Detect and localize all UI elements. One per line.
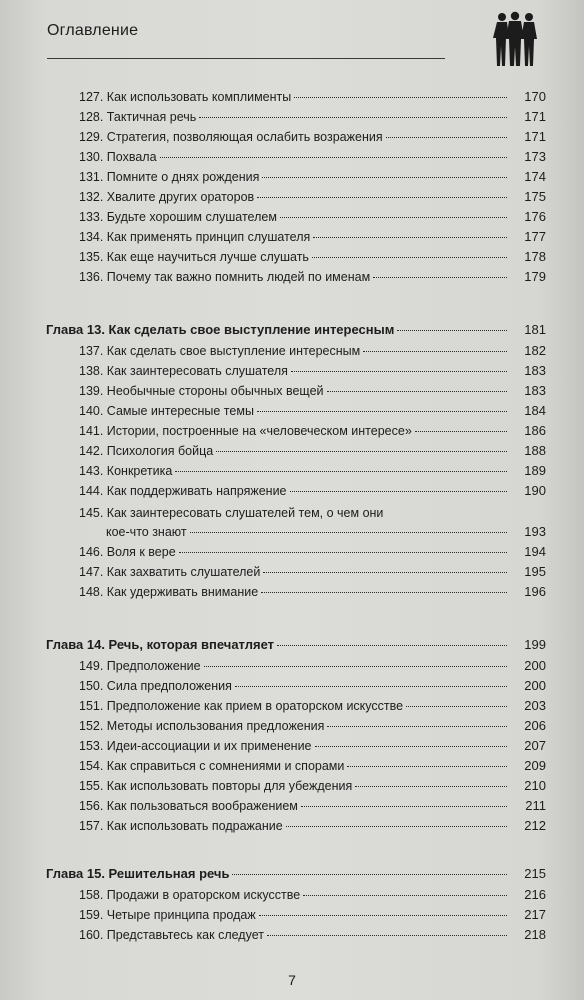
entry-page: 216 bbox=[524, 887, 546, 902]
toc-entry[interactable] bbox=[0, 189, 584, 209]
entry-page: 174 bbox=[524, 169, 546, 184]
toc-entry[interactable] bbox=[0, 927, 584, 947]
dot-leader bbox=[303, 895, 507, 896]
entry-label: 133. Будьте хорошим слушателем bbox=[79, 210, 277, 224]
entry-page: 176 bbox=[524, 209, 546, 224]
page-number: 7 bbox=[288, 972, 296, 988]
entry-label: 159. Четыре принципа продаж bbox=[79, 908, 256, 922]
dot-leader bbox=[291, 371, 507, 372]
dot-leader bbox=[301, 806, 507, 807]
entry-label: 127. Как использовать комплименты bbox=[79, 90, 292, 104]
entry-page: 170 bbox=[524, 89, 546, 104]
entry-page: 200 bbox=[524, 678, 546, 693]
toc-entry[interactable] bbox=[0, 718, 584, 738]
entry-label: 140. Самые интересные темы bbox=[79, 404, 254, 418]
running-header bbox=[47, 22, 447, 40]
dot-leader bbox=[327, 726, 507, 727]
toc-entry[interactable] bbox=[0, 738, 584, 758]
entry-label: 144. Как поддерживать напряжение bbox=[79, 484, 287, 498]
dot-leader bbox=[259, 915, 507, 916]
chapter-label: Глава 13. Как сделать свое выступление интересным bbox=[46, 322, 395, 337]
dot-leader bbox=[235, 686, 507, 687]
entry-label: 137. Как сделать свое выступление интересным bbox=[79, 344, 361, 358]
toc-entry[interactable] bbox=[0, 818, 584, 838]
entry-page: 188 bbox=[524, 443, 546, 458]
entry-label: 154. Как справиться с сомнениями и спорами bbox=[79, 759, 345, 773]
dot-leader bbox=[199, 117, 507, 118]
entry-label: 156. Как пользоваться воображением bbox=[79, 799, 298, 813]
toc-entry[interactable] bbox=[0, 887, 584, 907]
dot-leader bbox=[313, 237, 507, 238]
entry-page: 195 bbox=[524, 564, 546, 579]
toc-entry[interactable] bbox=[0, 269, 584, 289]
toc-entry[interactable] bbox=[0, 423, 584, 443]
dot-leader bbox=[312, 257, 507, 258]
toc-entry[interactable] bbox=[0, 443, 584, 463]
entry-page: 217 bbox=[524, 907, 546, 922]
entry-page: 203 bbox=[524, 698, 546, 713]
entry-label: 141. Истории, построенные на «человеческом интересе» bbox=[79, 424, 412, 438]
entry-label: 152. Методы использования предложения bbox=[79, 719, 325, 733]
chapter-page: 199 bbox=[524, 637, 546, 652]
entry-label: 158. Продажи в ораторском искусстве bbox=[79, 888, 301, 902]
entry-label: 155. Как использовать повторы для убеждения bbox=[79, 779, 353, 793]
entry-label: 157. Как использовать подражание bbox=[79, 819, 283, 833]
entry-label: 134. Как применять принцип слушателя bbox=[79, 230, 311, 244]
entry-label: 153. Идеи-ассоциации и их применение bbox=[79, 739, 312, 753]
dot-leader bbox=[373, 277, 507, 278]
entry-label-line2: кое-что знают bbox=[106, 525, 187, 539]
toc-entry[interactable] bbox=[0, 363, 584, 383]
toc-entry[interactable] bbox=[0, 678, 584, 698]
entry-label: 151. Предположение как прием в ораторском искусстве bbox=[79, 699, 404, 713]
entry-label: 147. Как захватить слушателей bbox=[79, 565, 261, 579]
people-silhouettes-icon bbox=[493, 10, 541, 68]
dot-leader bbox=[406, 706, 507, 707]
chapter-page: 215 bbox=[524, 866, 546, 881]
dot-leader bbox=[280, 217, 507, 218]
dot-leader bbox=[363, 351, 507, 352]
toc-entry[interactable] bbox=[0, 209, 584, 229]
toc-entry[interactable] bbox=[0, 249, 584, 269]
toc-entry[interactable] bbox=[0, 109, 584, 129]
toc-entry[interactable] bbox=[0, 758, 584, 778]
dot-leader bbox=[257, 411, 507, 412]
toc-entry[interactable] bbox=[0, 229, 584, 249]
dot-leader bbox=[262, 177, 507, 178]
toc-entry[interactable] bbox=[0, 403, 584, 423]
dot-leader bbox=[232, 874, 507, 875]
toc-entry[interactable] bbox=[0, 169, 584, 189]
entry-page: 200 bbox=[524, 658, 546, 673]
entry-page: 207 bbox=[524, 738, 546, 753]
dot-leader bbox=[261, 592, 507, 593]
entry-label: 160. Представьтесь как следует bbox=[79, 928, 264, 942]
toc-entry[interactable] bbox=[0, 383, 584, 403]
entry-page: 196 bbox=[524, 584, 546, 599]
entry-page: 184 bbox=[524, 403, 546, 418]
entry-page: 189 bbox=[524, 463, 546, 478]
entry-page: 211 bbox=[525, 798, 546, 813]
entry-label-line1: 145. Как заинтересовать слушателей тем, о чем они bbox=[79, 506, 384, 520]
toc-chapter-15[interactable] bbox=[0, 866, 584, 886]
entry-page: 182 bbox=[524, 343, 546, 358]
toc-entry[interactable] bbox=[0, 89, 584, 109]
dot-leader bbox=[179, 552, 507, 553]
dot-leader bbox=[290, 491, 507, 492]
chapter-label: Глава 14. Речь, которая впечатляет bbox=[46, 637, 275, 652]
dot-leader bbox=[327, 391, 507, 392]
entry-page: 183 bbox=[524, 383, 546, 398]
entry-label: 149. Предположение bbox=[79, 659, 201, 673]
dot-leader bbox=[294, 97, 507, 98]
dot-leader bbox=[190, 532, 507, 533]
dot-leader bbox=[397, 330, 507, 331]
toc-entry[interactable] bbox=[0, 564, 584, 584]
entry-label: 146. Воля к вере bbox=[79, 545, 176, 559]
entry-label: 128. Тактичная речь bbox=[79, 110, 197, 124]
entry-label: 130. Похвала bbox=[79, 150, 157, 164]
toc-entry[interactable] bbox=[0, 483, 584, 503]
entry-label: 129. Стратегия, позволяющая ослабить возражения bbox=[79, 130, 383, 144]
dot-leader bbox=[347, 766, 507, 767]
entry-label: 135. Как еще научиться лучше слушать bbox=[79, 250, 309, 264]
entry-page: 193 bbox=[524, 524, 546, 539]
toc-entry[interactable] bbox=[0, 907, 584, 927]
header-title: Оглавление bbox=[47, 22, 139, 39]
entry-page: 186 bbox=[524, 423, 546, 438]
entry-page: 171 bbox=[524, 109, 546, 124]
entry-label: 132. Хвалите других ораторов bbox=[79, 190, 255, 204]
entry-label: 148. Как удерживать внимание bbox=[79, 585, 259, 599]
toc-entry[interactable] bbox=[0, 798, 584, 818]
dot-leader bbox=[415, 431, 507, 432]
dot-leader bbox=[263, 572, 507, 573]
dot-leader bbox=[267, 935, 507, 936]
dot-leader bbox=[355, 786, 507, 787]
entry-page: 178 bbox=[524, 249, 546, 264]
entry-page: 173 bbox=[524, 149, 546, 164]
toc-entry[interactable] bbox=[0, 778, 584, 798]
entry-page: 206 bbox=[524, 718, 546, 733]
entry-label: 138. Как заинтересовать слушателя bbox=[79, 364, 288, 378]
dot-leader bbox=[315, 746, 507, 747]
toc-entry[interactable] bbox=[0, 544, 584, 564]
toc-entry[interactable] bbox=[0, 698, 584, 718]
entry-page: 183 bbox=[524, 363, 546, 378]
entry-label: 131. Помните о днях рождения bbox=[79, 170, 260, 184]
header-rule bbox=[47, 58, 445, 59]
entry-page: 177 bbox=[524, 229, 546, 244]
entry-label: 139. Необычные стороны обычных вещей bbox=[79, 384, 324, 398]
entry-page: 179 bbox=[524, 269, 546, 284]
toc-entry[interactable] bbox=[0, 343, 584, 363]
entry-label: 150. Сила предположения bbox=[79, 679, 232, 693]
entry-page: 194 bbox=[524, 544, 546, 559]
toc-entry[interactable] bbox=[0, 463, 584, 483]
chapter-label: Глава 15. Решительная речь bbox=[46, 866, 230, 881]
entry-page: 190 bbox=[524, 483, 546, 498]
entry-page: 210 bbox=[524, 778, 546, 793]
toc-entry[interactable] bbox=[0, 129, 584, 149]
toc-chapter-14[interactable] bbox=[0, 637, 584, 657]
entry-page: 171 bbox=[524, 129, 546, 144]
entry-label: 136. Почему так важно помнить людей по именам bbox=[79, 270, 371, 284]
dot-leader bbox=[216, 451, 507, 452]
entry-page: 212 bbox=[524, 818, 546, 833]
toc-entry[interactable] bbox=[0, 658, 584, 678]
dot-leader bbox=[277, 645, 507, 646]
dot-leader bbox=[160, 157, 507, 158]
dot-leader bbox=[257, 197, 507, 198]
dot-leader bbox=[204, 666, 507, 667]
dot-leader bbox=[286, 826, 507, 827]
entry-page: 218 bbox=[524, 927, 546, 942]
toc-entry[interactable] bbox=[0, 584, 584, 604]
toc-entry[interactable] bbox=[0, 149, 584, 169]
entry-page: 209 bbox=[524, 758, 546, 773]
toc-entry[interactable] bbox=[0, 524, 584, 544]
chapter-page: 181 bbox=[524, 322, 546, 337]
entry-label: 142. Психология бойца bbox=[79, 444, 214, 458]
dot-leader bbox=[175, 471, 507, 472]
entry-label: 143. Конкретика bbox=[79, 464, 173, 478]
dot-leader bbox=[386, 137, 507, 138]
entry-page: 175 bbox=[524, 189, 546, 204]
toc-chapter-13[interactable] bbox=[0, 322, 584, 342]
